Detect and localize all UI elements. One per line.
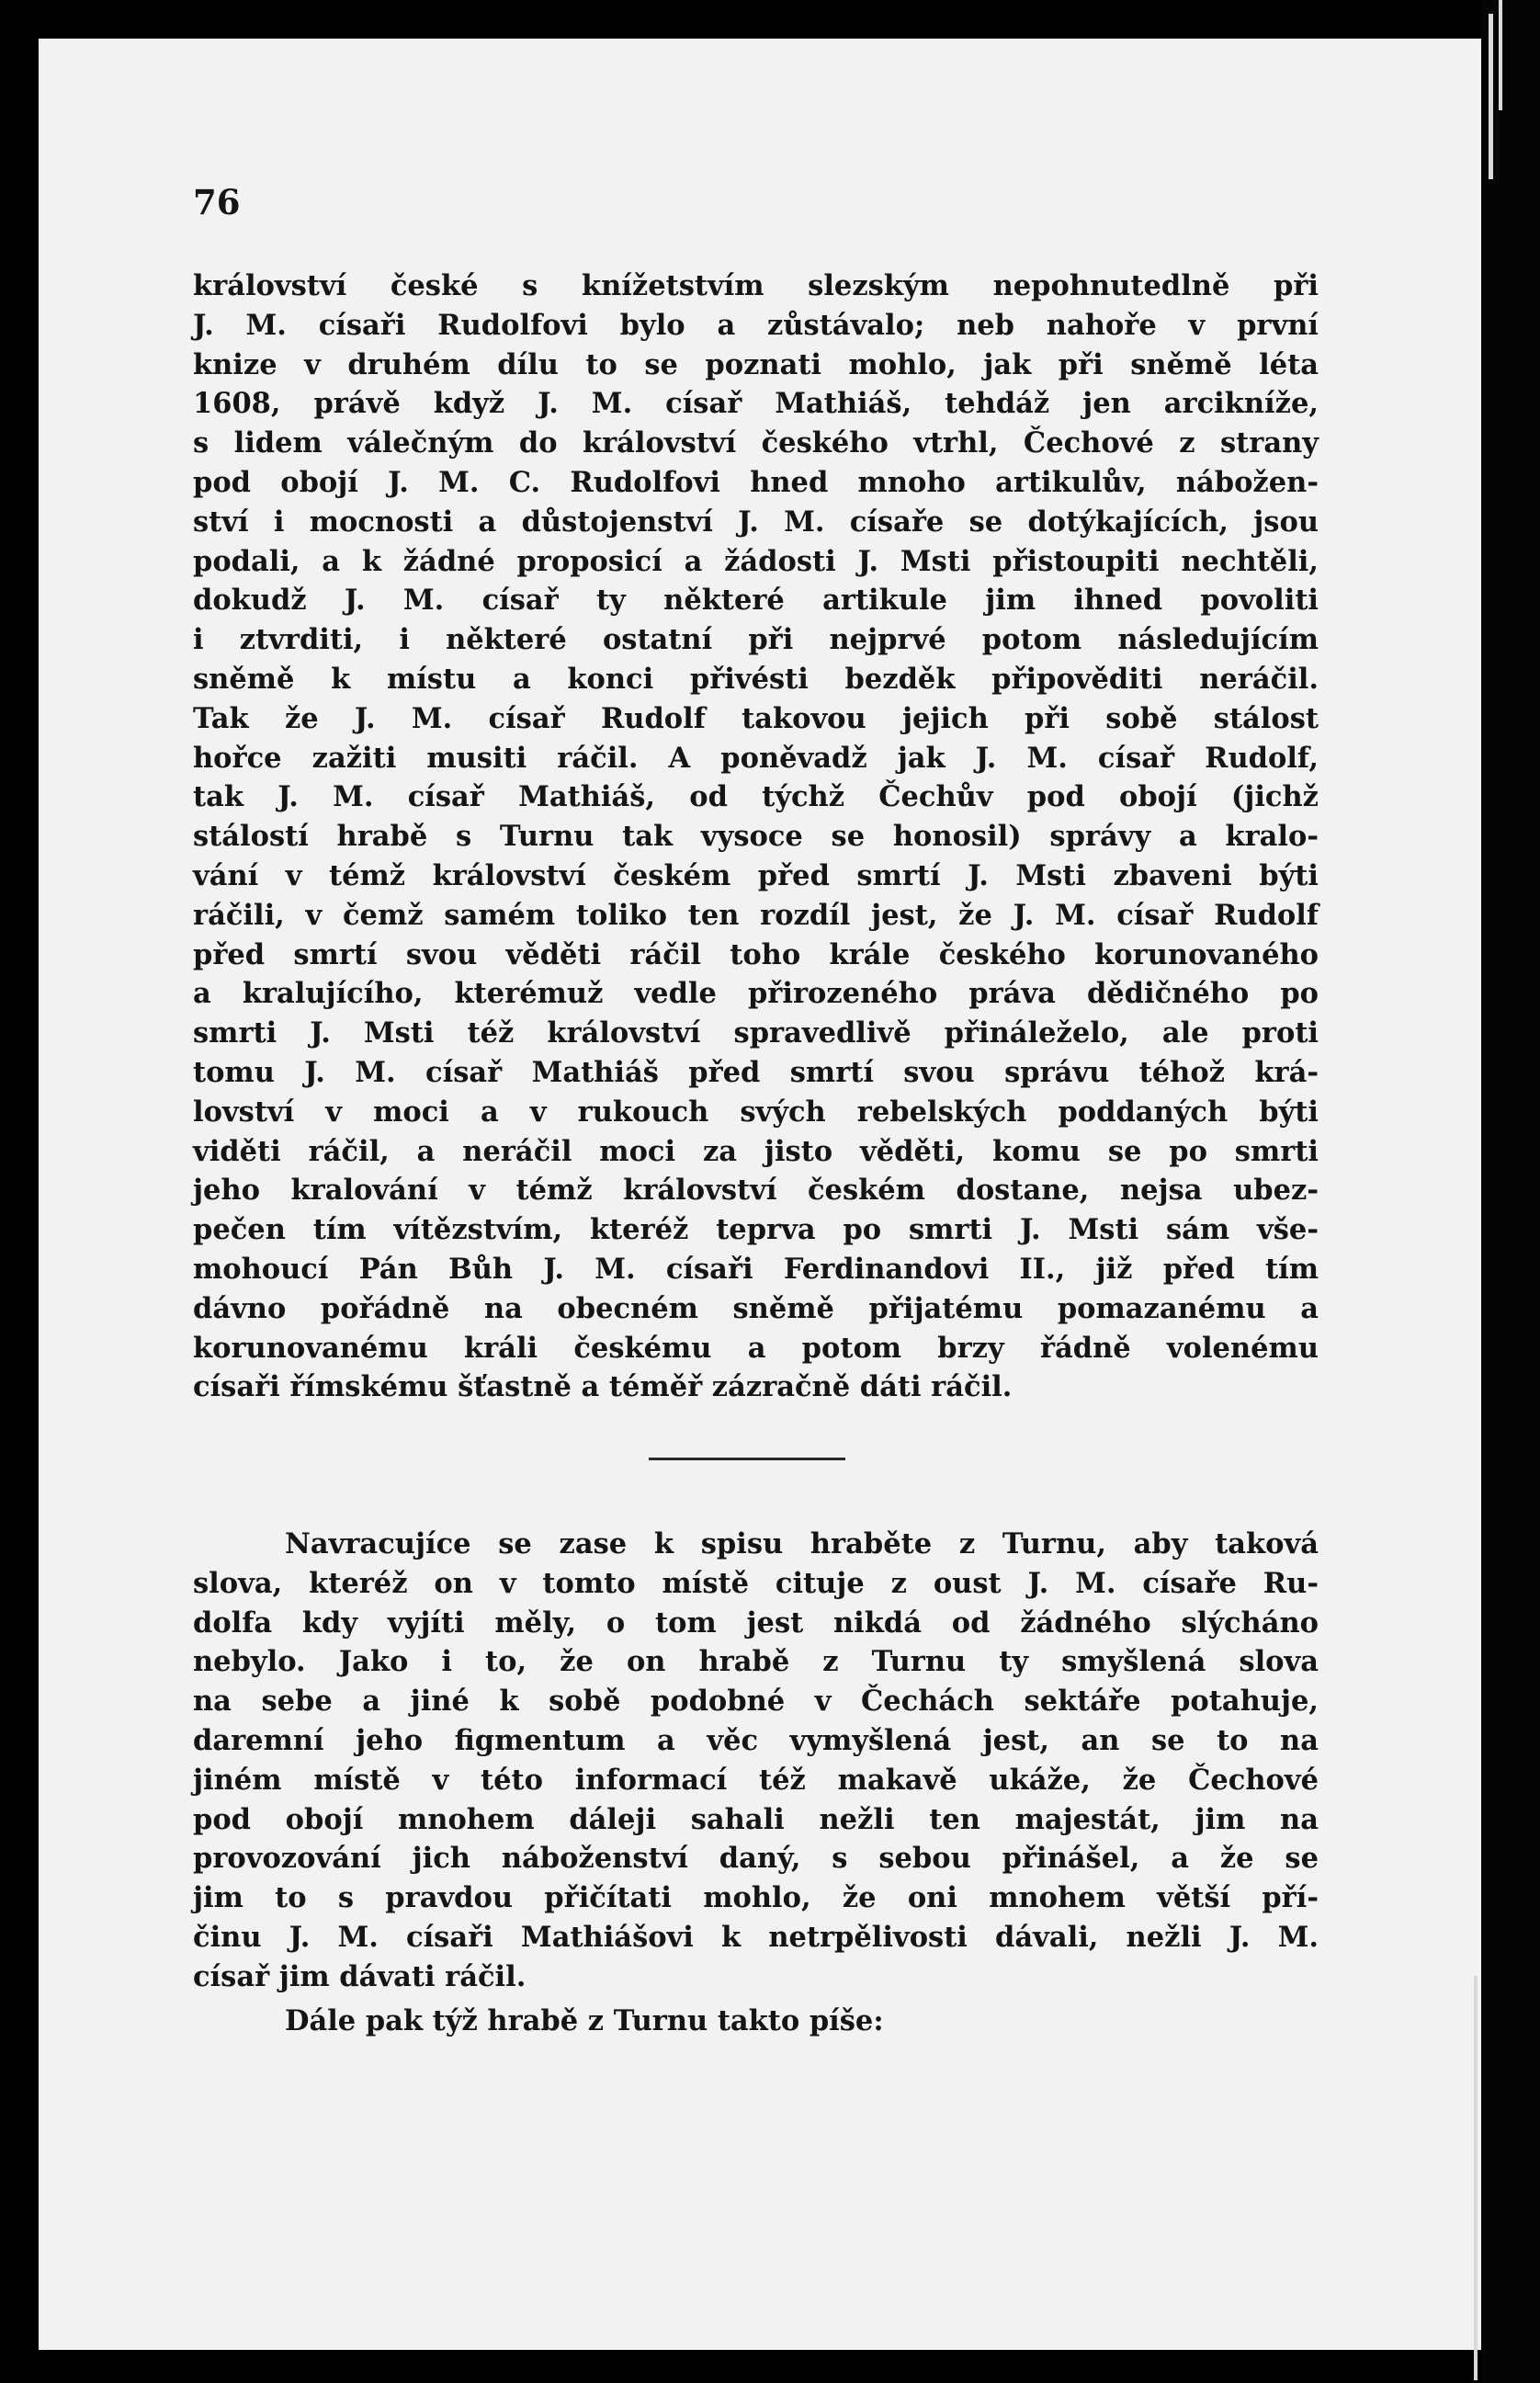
text-line: nebylo. Jako i to, že on hrabě z Turnu ty smyšlená slova: [193, 1645, 1319, 1679]
scan-edge-mark: [1489, 14, 1493, 179]
paragraph: [193, 2002, 1319, 2041]
text-line: vání v témž království českém před smrtí J. Msti zbaveni býti: [193, 858, 1319, 892]
text-line: před smrtí svou věděti ráčil toho krále českého korunovaného: [193, 937, 1319, 971]
text-line: pod obojí mnohem dáleji sahali nežli ten majestát, jim na: [193, 1802, 1319, 1836]
page-number: 76: [193, 182, 241, 222]
text-line: ráčili, v čemž samém toliko ten rozdíl jest, že J. M. císař Rudolf: [193, 898, 1319, 932]
section-divider: [649, 1458, 845, 1460]
text-line: smrti J. Msti též království spravedlivě přináleželo, ale proti: [193, 1016, 1319, 1050]
scan-edge-mark: [1499, 0, 1502, 110]
text-line: jeho kralování v témž království českém dostane, nejsa ubez-: [193, 1174, 1319, 1208]
text-line: císaři římskému šťastně a téměř zázračně dáti ráčil.: [193, 1370, 1013, 1404]
text-line: jim to s pravdou přičítati mohlo, že oni mnohem větší pří-: [193, 1881, 1319, 1915]
text-line: dokudž J. M. císař ty některé artikule jim ihned povoliti: [193, 584, 1319, 618]
text-line: císař jim dávati ráčil.: [193, 1959, 527, 1993]
text-line: tomu J. M. císař Mathiáš před smrtí svou správu téhož krá-: [193, 1055, 1319, 1089]
text-line: stálostí hrabě s Turnu tak vysoce se honosil) správy a kralo-: [193, 820, 1319, 854]
text-line: viděti ráčil, a neráčil moci za jisto věděti, komu se po smrti: [193, 1134, 1319, 1168]
paragraph: [193, 1525, 1319, 1997]
text-line: Navracujíce se zase k spisu hraběte z Turnu, aby taková: [285, 1527, 1319, 1560]
text-line: Dále pak týž hrabě z Turnu takto píše:: [285, 2004, 884, 2037]
text-line: daremní jeho figmentum a věc vymyšlená jest, an se to na: [193, 1723, 1319, 1757]
text-line: hořce zažiti musiti ráčil. A poněvadž jak J. M. císař Rudolf,: [193, 741, 1319, 775]
text-line: 1608, právě když J. M. císař Mathiáš, tehdáž jen arcikníže,: [193, 387, 1319, 421]
scan-border: [1481, 0, 1540, 2383]
text-line: na sebe a jiné k sobě podobné v Čechách sektáře potahuje,: [193, 1685, 1319, 1719]
text-line: lovství v moci a v rukouch svých rebelských poddaných býti: [193, 1095, 1319, 1129]
text-line: činu J. M. císaři Mathiášovi k netrpělivosti dávali, nežli J. M.: [193, 1920, 1319, 1954]
text-line: dolfa kdy vyjíti měly, o tom jest nikdá od žádného slýcháno: [193, 1606, 1319, 1640]
text-line: podali, a k žádné proposicí a žádosti J. Msti přistoupiti nechtěli,: [193, 544, 1319, 578]
text-line: pečen tím vítězstvím, kteréž teprva po smrti J. Msti sám vše-: [193, 1213, 1319, 1247]
text-line: tak J. M. císař Mathiáš, od týchž Čechův pod obojí (jichž: [193, 780, 1319, 814]
text-line: království české s knížetstvím slezským nepohnutedlně při: [193, 269, 1319, 302]
text-line: dávno pořádně na obecném sněmě přijatému pomazanému a: [193, 1291, 1319, 1325]
text-line: pod obojí J. M. C. Rudolfovi hned mnoho artikulův, nábožen-: [193, 465, 1319, 499]
paragraph: [193, 267, 1319, 1407]
text-line: ství i mocnosti a důstojenství J. M. císaře se dotýkajících, jsou: [193, 505, 1319, 539]
text-line: a kralujícího, kterémuž vedle přirozeného práva dědičného po: [193, 977, 1319, 1011]
text-line: mohoucí Pán Bůh J. M. císaři Ferdinandovi II., již před tím: [193, 1252, 1319, 1286]
text-line: knize v druhém dílu to se poznati mohlo, jak při sněmě léta: [193, 347, 1319, 381]
text-line: i ztvrditi, i některé ostatní při nejprvé potom následujícím: [193, 623, 1319, 657]
text-line: jiném místě v této informací též makavě ukáže, že Čechové: [193, 1763, 1319, 1797]
text-line: korunovanému králi českému a potom brzy řádně volenému: [193, 1331, 1319, 1365]
text-line: sněmě k místu a konci přivésti bezděk připověditi neráčil.: [193, 662, 1319, 696]
text-line: J. M. císaři Rudolfovi bylo a zůstávalo; neb nahoře v první: [193, 308, 1319, 342]
text-line: s lidem válečným do království českého vtrhl, Čechové z strany: [193, 426, 1319, 460]
text-line: Tak že J. M. císař Rudolf takovou jejich při sobě stálost: [193, 701, 1319, 735]
text-line: provozování jich náboženství daný, s sebou přinášel, a že se: [193, 1842, 1319, 1876]
scan-edge-mark: [1474, 1976, 1478, 2380]
text-line: slova, kteréž on v tomto místě cituje z oust J. M. císaře Ru-: [193, 1566, 1319, 1600]
